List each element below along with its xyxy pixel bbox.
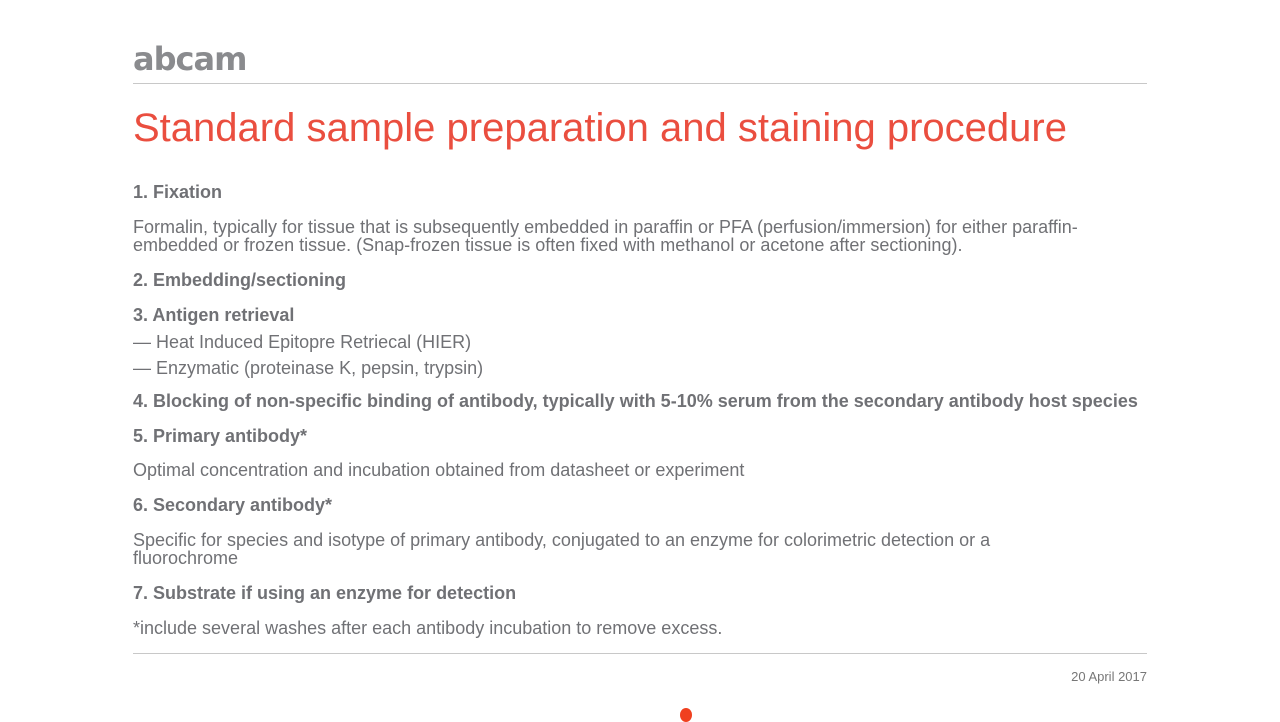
antigen-retrieval-hier: — Heat Induced Epitopre Retriecal (HIER)	[133, 332, 472, 352]
header-divider	[133, 83, 1147, 84]
secondary-antibody-text-line1: Specific for species and isotype of primary antibody, conjugated to an enzyme for colorimetric detection or a	[133, 530, 991, 550]
secondary-antibody-text-line2: fluorochrome	[133, 548, 239, 568]
step-antigen-retrieval-heading: 3. Antigen retrieval	[133, 305, 295, 325]
step-fixation-heading: 1. Fixation	[133, 182, 223, 202]
footer-divider	[133, 653, 1147, 654]
antigen-retrieval-enzymatic: — Enzymatic (proteinase K, pepsin, trypsin)	[133, 358, 484, 378]
washes-footnote: *include several washes after each antibody incubation to remove excess.	[133, 618, 723, 638]
fixation-text-line1: Formalin, typically for tissue that is subsequently embedded in paraffin or PFA (perfusion/immersion) for either paraffin-	[133, 217, 1078, 237]
step-blocking-heading: 4. Blocking of non-specific binding of antibody, typically with 5-10% serum from the secondary antibody host species	[133, 391, 1138, 411]
step-secondary-antibody-heading: 6. Secondary antibody*	[133, 495, 333, 515]
primary-antibody-text: Optimal concentration and incubation obtained from datasheet or experiment	[133, 460, 745, 480]
step-embedding-heading: 2. Embedding/sectioning	[133, 270, 347, 290]
step-substrate-heading: 7. Substrate if using an enzyme for detection	[133, 583, 517, 603]
step-primary-antibody-heading: 5. Primary antibody*	[133, 426, 308, 446]
slide-title: Standard sample preparation and staining procedure	[133, 106, 1067, 150]
slide-date: 20 April 2017	[1071, 669, 1147, 684]
abcam-logo: abcam	[133, 40, 247, 78]
fixation-text-line2: embedded or frozen tissue. (Snap-frozen tissue is often fixed with methanol or acetone after sectioning).	[133, 235, 963, 255]
